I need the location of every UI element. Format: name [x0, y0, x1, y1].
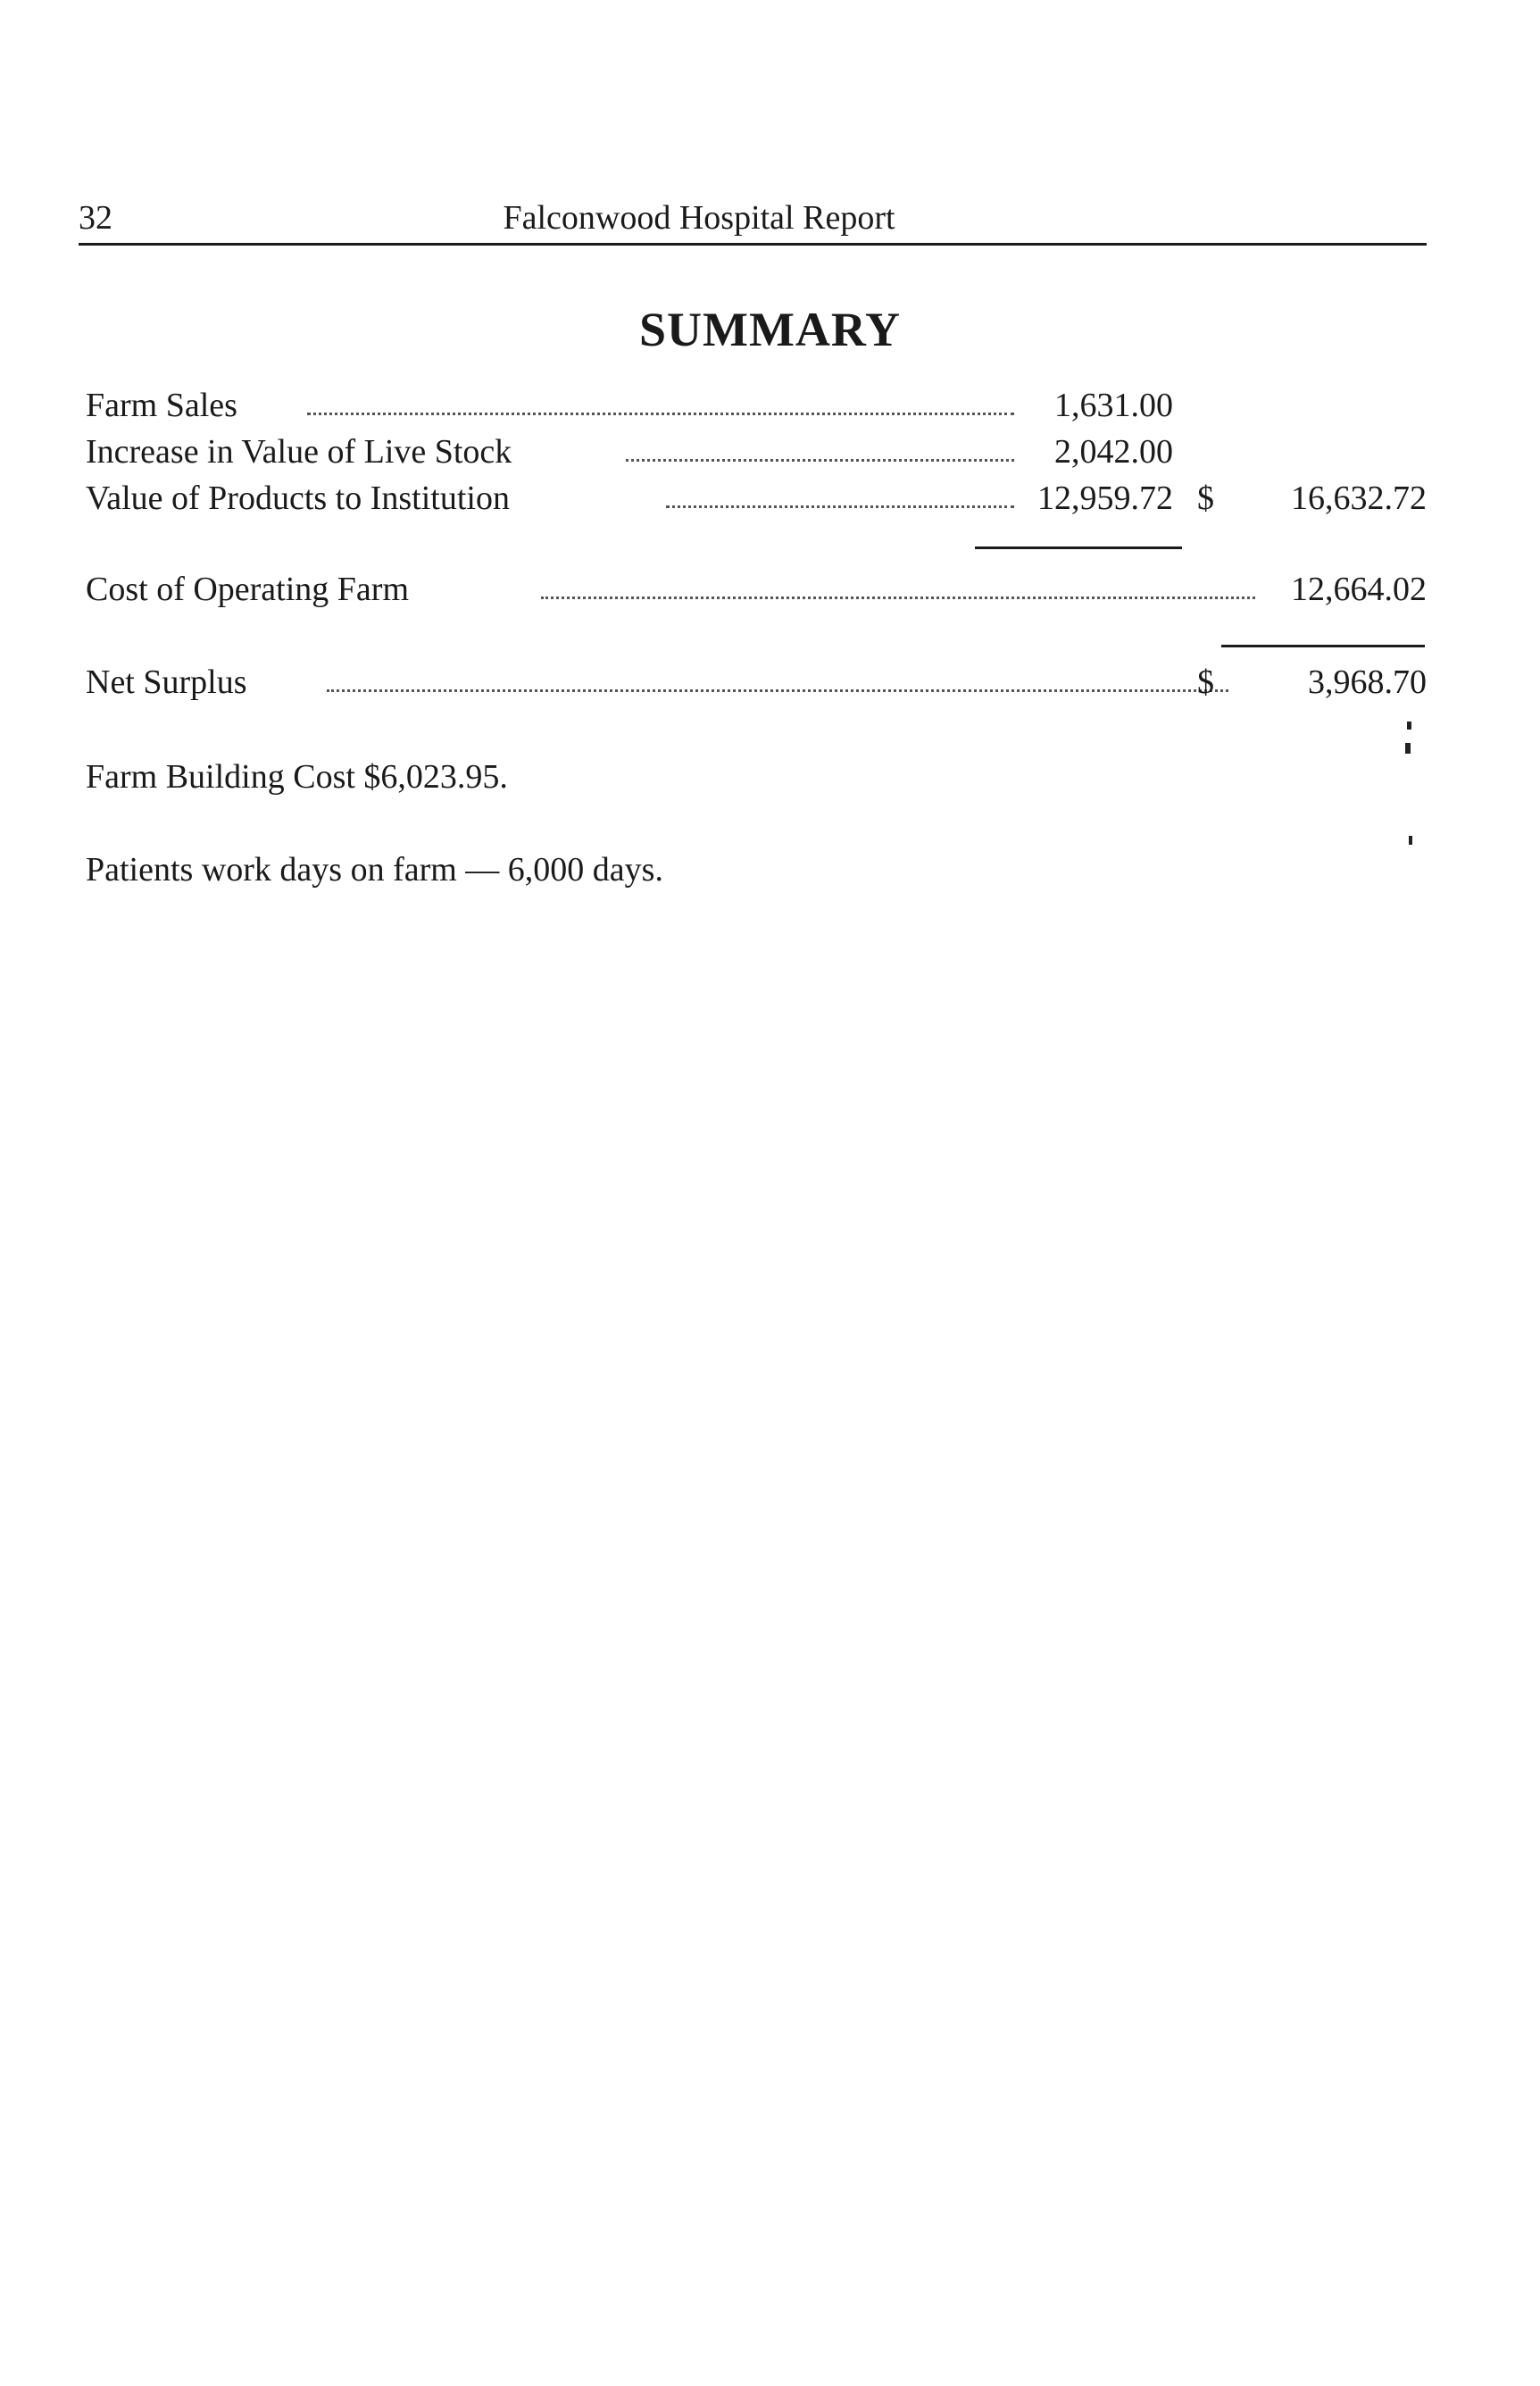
currency-sign: $	[1197, 480, 1214, 517]
row-total: 12,664.02	[1291, 571, 1427, 608]
dot-leader	[307, 413, 1014, 415]
page-number: 32	[79, 199, 112, 237]
dot-leader	[666, 505, 1014, 508]
row-label: Cost of Operating Farm	[86, 571, 410, 608]
dot-leader	[626, 459, 1014, 462]
currency-sign: $	[1197, 663, 1214, 701]
row-amount: 2,042.00	[1054, 433, 1173, 471]
scan-speck	[1409, 836, 1412, 845]
summary-title: SUMMARY	[638, 303, 902, 356]
row-label: Increase in Value of Live Stock	[86, 433, 512, 471]
dot-leader	[541, 596, 1255, 599]
total-rule	[1221, 645, 1425, 647]
subtotal-rule	[975, 546, 1182, 549]
row-label: Farm Sales	[86, 387, 237, 424]
row-amount: 1,631.00	[1054, 387, 1173, 424]
running-title: Falconwood Hospital Report	[503, 199, 895, 237]
note-building-cost: Farm Building Cost $6,023.95.	[86, 758, 508, 796]
row-total: 3,968.70	[1308, 663, 1427, 701]
row-label: Net Surplus	[86, 663, 247, 701]
note-work-days: Patients work days on farm — 6,000 days.	[86, 851, 663, 888]
scan-speck	[1407, 722, 1411, 730]
row-amount: 12,959.72	[1037, 480, 1173, 517]
page-header	[79, 198, 1427, 246]
row-total: 16,632.72	[1291, 480, 1427, 517]
dot-leader	[327, 689, 1228, 692]
row-label: Value of Products to Institution	[86, 480, 510, 517]
scan-speck	[1405, 743, 1411, 754]
